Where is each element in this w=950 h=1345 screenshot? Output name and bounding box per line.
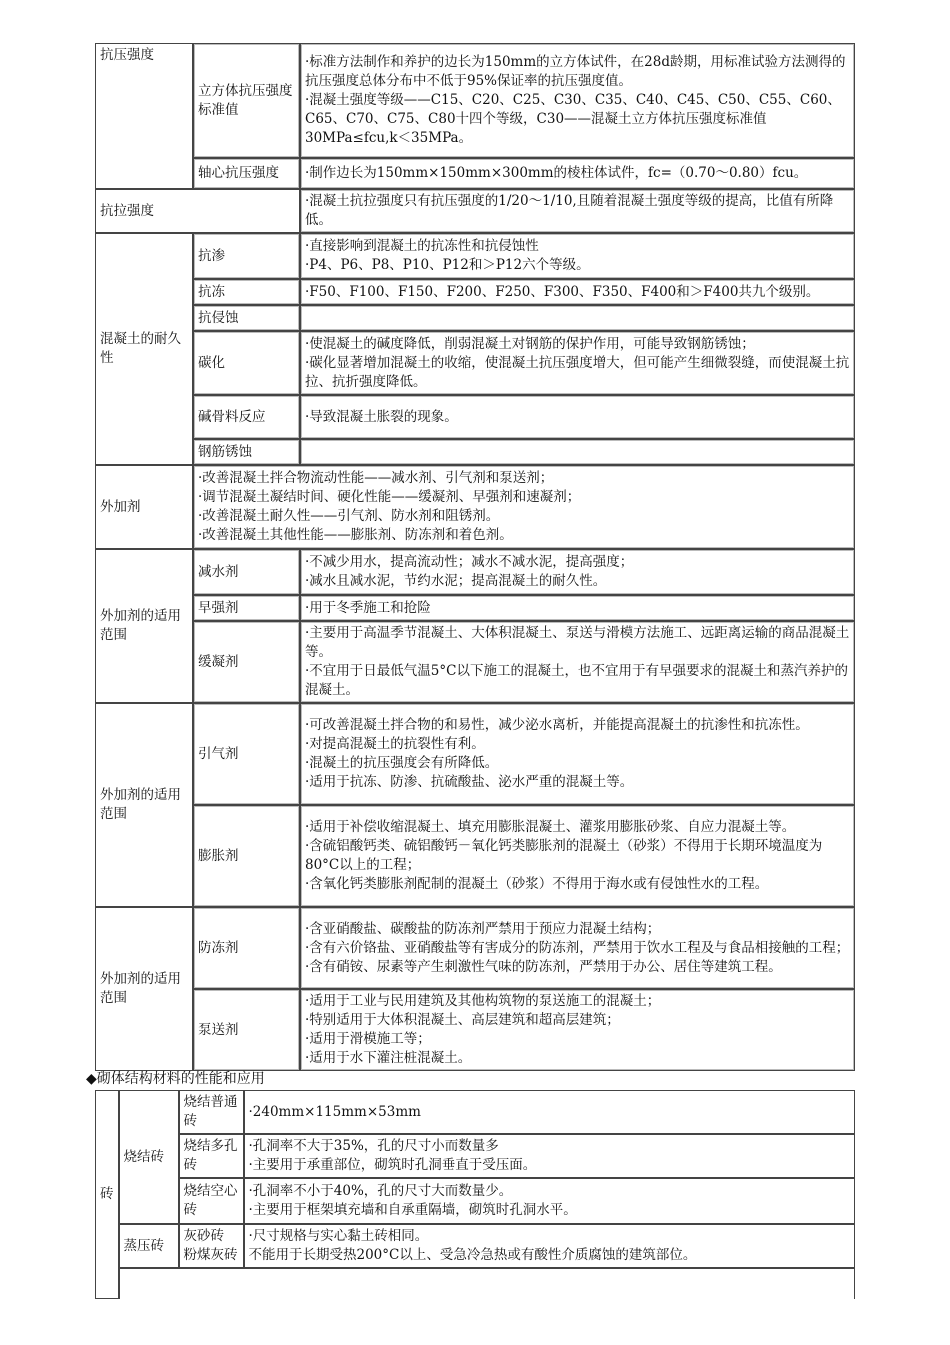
content-line: ·混凝土抗拉强度只有抗压强度的1/20～1/10,且随着混凝土强度等级的提高，比值有所降低。 <box>305 193 834 228</box>
content-cell <box>244 1224 856 1268</box>
table-row <box>95 233 855 279</box>
content-line: ·直接影响到混凝土的抗冻性和抗侵蚀性 <box>305 238 539 254</box>
content-line: ·用于冬季施工和抢险 <box>305 599 431 616</box>
content-line: ·改善混凝土拌合物流动性能——减水剂、引气剂和泵送剂； <box>198 470 554 486</box>
content-line: ·孔洞率不小于40%，孔的尺寸大而数量少。 <box>248 1183 513 1199</box>
subcategory-cell: 烧结多孔砖 <box>179 1134 244 1178</box>
content-line: ·含亚硝酸盐、碳酸盐的防冻剂严禁用于预应力混凝土结构； <box>305 920 661 937</box>
content-cell <box>300 907 855 989</box>
category-cell: 抗压强度 <box>95 43 193 189</box>
content-line: ·适用于抗冻、防渗、抗硫酸盐、泌水严重的混凝土等。 <box>305 774 634 790</box>
category-cell: 外加剂的适用范围 <box>95 703 193 907</box>
content-line: ·调节混凝土凝结时间、硬化性能——缓凝剂、早强剂和速凝剂； <box>198 489 581 505</box>
group-cell: 蒸压砖 <box>119 1224 179 1268</box>
table-row <box>95 331 855 395</box>
category-cell: 外加剂的适用范围 <box>95 907 193 1071</box>
content-cell <box>300 279 855 305</box>
table-row <box>95 158 855 189</box>
content-cell <box>300 305 855 331</box>
content-line: ·使混凝土的碱度降低，削弱混凝土对钢筋的保护作用，可能导致钢筋锈蚀； <box>305 335 755 352</box>
content-line: ·适用于水下灌注桩混凝土。 <box>305 1050 472 1066</box>
content-cell <box>244 1090 856 1134</box>
content-line: ·改善混凝土耐久性——引气剂、防水剂和阻锈剂。 <box>198 508 500 524</box>
table-row <box>95 279 855 305</box>
content-line: ·适用于补偿收缩混凝土、填充用膨胀混凝土、灌浆用膨胀砂浆、自应力混凝土等。 <box>305 819 796 835</box>
content-line: ·F50、F100、F150、F200、F250、F300、F350、F400和＞F400共九个级别。 <box>305 283 820 300</box>
table-row <box>95 907 855 989</box>
table-row <box>95 1178 855 1224</box>
subcategory-cell: 早强剂 <box>193 595 300 621</box>
content-line: ·主要用于承重部位，砌筑时孔洞垂直于受压面。 <box>248 1157 537 1173</box>
table-row <box>95 549 855 595</box>
subcategory-cell: 泵送剂 <box>193 989 300 1071</box>
content-cell <box>244 1134 856 1178</box>
table-row <box>95 1224 855 1268</box>
table-row <box>95 989 855 1071</box>
table-row <box>95 621 855 703</box>
table-row <box>95 1090 855 1134</box>
subcategory-cell: 抗冻 <box>193 279 300 305</box>
content-line: ·混凝土强度等级——C15、C20、C25、C30、C35、C40、C45、C50、C55、C60、C65、C70、C75、C80十四个等级，C30——混凝土立方体抗压强度标准值30MPa≤fcu,k＜35MPa。 <box>305 92 841 147</box>
subcategory-cell: 碱骨料反应 <box>193 395 300 439</box>
content-line: ·主要用于高温季节混凝土、大体积混凝土、泵送与滑模方法施工、远距离运输的商品混凝土等。 <box>305 625 850 660</box>
content-cell <box>300 395 855 439</box>
content-cell <box>300 43 855 158</box>
subcategory-cell: 烧结普通砖 <box>179 1090 244 1134</box>
content-cell <box>300 189 855 233</box>
subcategory-cell: 轴心抗压强度 <box>193 158 300 189</box>
content-line: ·不宜用于日最低气温5°C以下施工的混凝土，也不宜用于有早强要求的混凝土和蒸汽养护的混凝土。 <box>305 663 848 698</box>
category-cell: 抗拉强度 <box>95 189 300 233</box>
content-cell <box>300 331 855 395</box>
content-line: ·不减少用水，提高流动性；减水不减水泥，提高强度； <box>305 554 634 570</box>
table-row <box>95 305 855 331</box>
subcategory-cell: 抗侵蚀 <box>193 305 300 331</box>
content-line: ·标准方法制作和养护的边长为150mm的立方体试件，在28d龄期，用标准试验方法测得的抗压强度总体分布中不低于95%保证率的抗压强度值。 <box>305 54 846 90</box>
content-line: ·减水且减水泥，节约水泥；提高混凝土的耐久性。 <box>305 573 607 589</box>
content-line: ·混凝土的抗压强度会有所降低。 <box>305 755 499 771</box>
content-line: ·改善混凝土其他性能——膨胀剂、防冻剂和着色剂。 <box>198 527 513 543</box>
table-row <box>95 189 855 233</box>
category-cell: 混凝土的耐久性 <box>95 233 193 465</box>
content-cell <box>300 439 855 465</box>
table-row <box>95 703 855 805</box>
content-cell <box>244 1178 856 1224</box>
content-line: ·含有硝铵、尿素等产生刺激性气味的防冻剂，严禁用于办公、居住等建筑工程。 <box>305 958 782 975</box>
content-cell <box>300 595 855 621</box>
category-cell: 外加剂 <box>95 465 193 549</box>
subcategory-cell: 烧结空心砖 <box>179 1178 244 1224</box>
subcategory-cell: 立方体抗压强度标准值 <box>193 43 300 158</box>
subcategory-cell: 引气剂 <box>193 703 300 805</box>
content-line: ·含硫铝酸钙类、硫铝酸钙－氧化钙类膨胀剂的混凝土（砂浆）不得用于长期环境温度为80°C以上的工程； <box>305 838 823 873</box>
content-line: ·碳化显著增加混凝土的收缩，使混凝土抗压强度增大，但可能产生细微裂缝，而使混凝土抗拉、抗折强度降低。 <box>305 354 850 390</box>
masonry-table <box>95 1090 855 1299</box>
content-line: ·240mm×115mm×53mm <box>248 1103 421 1120</box>
content-line: ·特别适用于大体积混凝土、高层建筑和超高层建筑； <box>305 1012 620 1028</box>
content-line: ·P4、P6、P8、P10、P12和＞P12六个等级。 <box>305 257 590 273</box>
content-cell <box>300 233 855 279</box>
subcategory-cell: 缓凝剂 <box>193 621 300 703</box>
content-line: 不能用于长期受热200°C以上、受急冷急热或有酸性介质腐蚀的建筑部位。 <box>248 1247 697 1263</box>
empty-cell <box>119 1268 856 1299</box>
content-line: ·含氧化钙类膨胀剂配制的混凝土（砂浆）不得用于海水或有侵蚀性水的工程。 <box>305 876 769 892</box>
content-line: ·尺寸规格与实心黏土砖相同。 <box>248 1228 429 1244</box>
content-cell <box>300 989 855 1071</box>
content-line: ·导致混凝土胀裂的现象。 <box>305 408 458 425</box>
subcategory-cell: 抗渗 <box>193 233 300 279</box>
table-row <box>95 395 855 439</box>
table-row <box>95 595 855 621</box>
content-line: ·含有六价铬盐、亚硝酸盐等有害成分的防冻剂，严禁用于饮水工程及与食品相接触的工程； <box>305 939 850 956</box>
category-cell: 砖 <box>95 1090 119 1299</box>
content-cell <box>193 465 855 549</box>
subcategory-cell: 防冻剂 <box>193 907 300 989</box>
content-cell <box>300 703 855 805</box>
content-cell <box>300 549 855 595</box>
table-row <box>95 43 855 158</box>
content-line: ·孔洞率不大于35%，孔的尺寸小而数量多 <box>248 1138 499 1154</box>
table-row <box>95 439 855 465</box>
table-row <box>95 1268 855 1299</box>
group-cell: 烧结砖 <box>119 1090 179 1224</box>
concrete-properties-table <box>95 43 855 1071</box>
category-cell: 外加剂的适用范围 <box>95 549 193 703</box>
subcategory-cell: 灰砂砖 粉煤灰砖 <box>179 1224 244 1268</box>
content-line: ·适用于工业与民用建筑及其他构筑物的泵送施工的混凝土； <box>305 993 661 1009</box>
table-row <box>95 805 855 907</box>
subcategory-cell: 膨胀剂 <box>193 805 300 907</box>
table-row <box>95 465 855 549</box>
subcategory-cell: 钢筋锈蚀 <box>193 439 300 465</box>
section-heading: ◆砌体结构材料的性能和应用 <box>86 1071 265 1087</box>
content-line: ·制作边长为150mm×150mm×300mm的棱柱体试件，fc=（0.70～0.80）fcu。 <box>305 165 808 182</box>
subcategory-cell: 减水剂 <box>193 549 300 595</box>
content-line: ·可改善混凝土拌合物的和易性，减少泌水离析，并能提高混凝土的抗渗性和抗冻性。 <box>305 717 809 733</box>
table-row <box>95 1134 855 1178</box>
content-line: ·主要用于框架填充墙和自承重隔墙，砌筑时孔洞水平。 <box>248 1202 577 1218</box>
content-cell <box>300 158 855 189</box>
subcategory-cell: 碳化 <box>193 331 300 395</box>
content-cell <box>300 621 855 703</box>
content-cell <box>300 805 855 907</box>
content-line: ·适用于滑模施工等； <box>305 1031 431 1047</box>
content-line: ·对提高混凝土的抗裂性有利。 <box>305 736 485 752</box>
